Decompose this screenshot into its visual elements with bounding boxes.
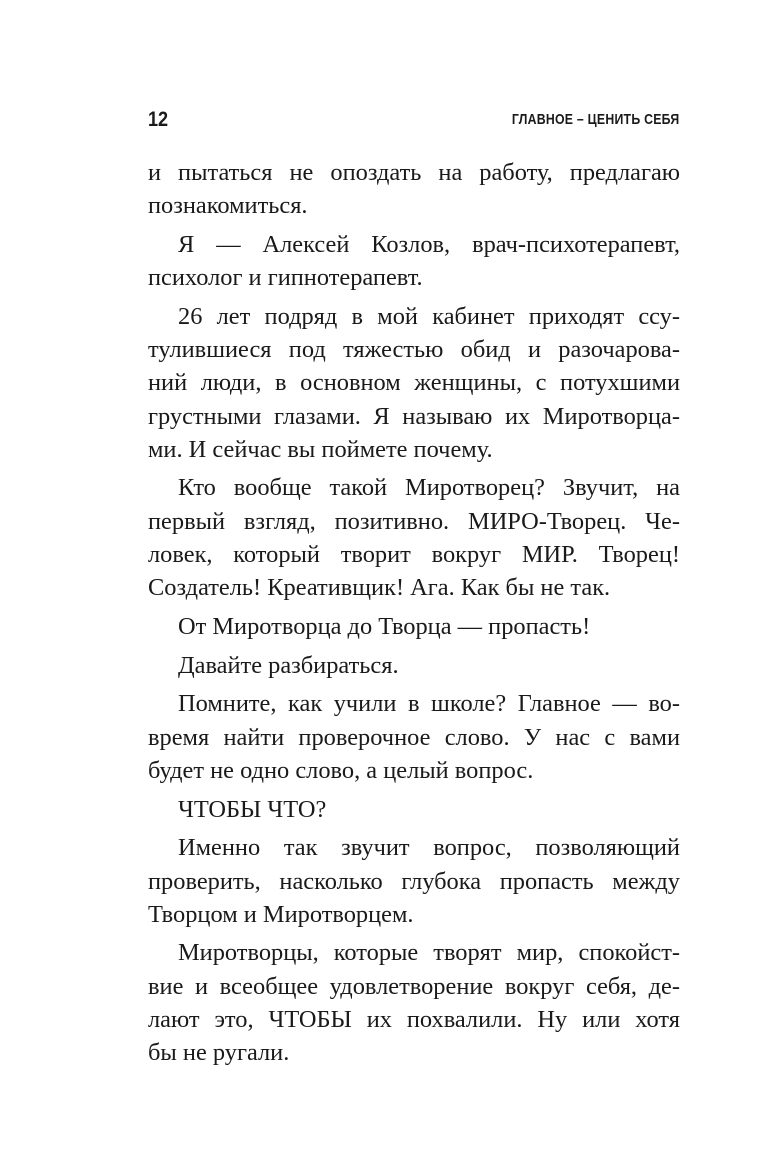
text-line: 26 лет подряд в мой кабинет приходят ссу- xyxy=(178,302,680,330)
text-line: Кто вообще такой Миротворец? Звучит, на xyxy=(178,474,680,502)
text-line: От Миротворца до Творца — пропасть! xyxy=(178,612,591,640)
text-line: первый взгляд, позитивно. МИРО-Творец. Че- xyxy=(148,507,680,535)
text-line: ловек, который творит вокруг МИР. Творец! xyxy=(148,540,680,568)
text-line: познакомиться. xyxy=(148,192,308,220)
text-line: ний люди, в основном женщины, с потухшими xyxy=(148,369,680,397)
page-number: 12 xyxy=(148,108,169,131)
text-line: вие и всеобщее удовлетворение вокруг себя, де- xyxy=(148,972,680,1000)
text-line: тулившиеся под тяжестью обид и разочарова- xyxy=(148,336,680,364)
text-line: бы не ругали. xyxy=(148,1039,290,1067)
text-line: будет не одно слово, а целый вопрос. xyxy=(148,756,534,784)
paragraph xyxy=(148,831,680,931)
text-line: Творцом и Миротворцем. xyxy=(148,900,414,928)
paragraph xyxy=(148,936,680,1069)
text-line: Я — Алексей Козлов, врач-психотерапевт, xyxy=(178,230,680,258)
paragraph xyxy=(148,156,680,222)
running-title: ГЛАВНОЕ – ЦЕНИТЬ СЕБЯ xyxy=(512,111,680,128)
paragraph xyxy=(148,471,680,604)
text-line: психолог и гипнотерапевт. xyxy=(148,264,423,292)
text-line: ми. И сейчас вы поймете почему. xyxy=(148,435,493,463)
text-line: Миротворцы, которые творят мир, спокойст- xyxy=(178,939,680,967)
text-line: Помните, как учили в школе? Главное — во- xyxy=(178,690,680,718)
paragraph xyxy=(148,610,680,643)
paragraph xyxy=(148,687,680,787)
body-text xyxy=(148,156,680,1075)
paragraph xyxy=(148,793,680,826)
text-line: Создатель! Креативщик! Ага. Как бы не так. xyxy=(148,574,611,602)
text-line: грустными глазами. Я называю их Миротворца- xyxy=(148,402,680,430)
text-line: и пытаться не опоздать на работу, предлагаю xyxy=(148,159,680,186)
text-line: Давайте разбираться. xyxy=(178,651,399,679)
text-line: проверить, насколько глубока пропасть между xyxy=(148,867,680,895)
text-line: Именно так звучит вопрос, позволяющий xyxy=(178,834,680,862)
paragraph xyxy=(148,228,680,294)
text-line: время найти проверочное слово. У нас с вами xyxy=(148,723,680,751)
text-line: ЧТОБЫ ЧТО? xyxy=(178,795,327,823)
text-line: лают это, ЧТОБЫ их похвалили. Ну или хотя xyxy=(148,1005,680,1033)
paragraph xyxy=(148,300,680,466)
page-header xyxy=(148,104,680,140)
paragraph xyxy=(148,649,680,682)
